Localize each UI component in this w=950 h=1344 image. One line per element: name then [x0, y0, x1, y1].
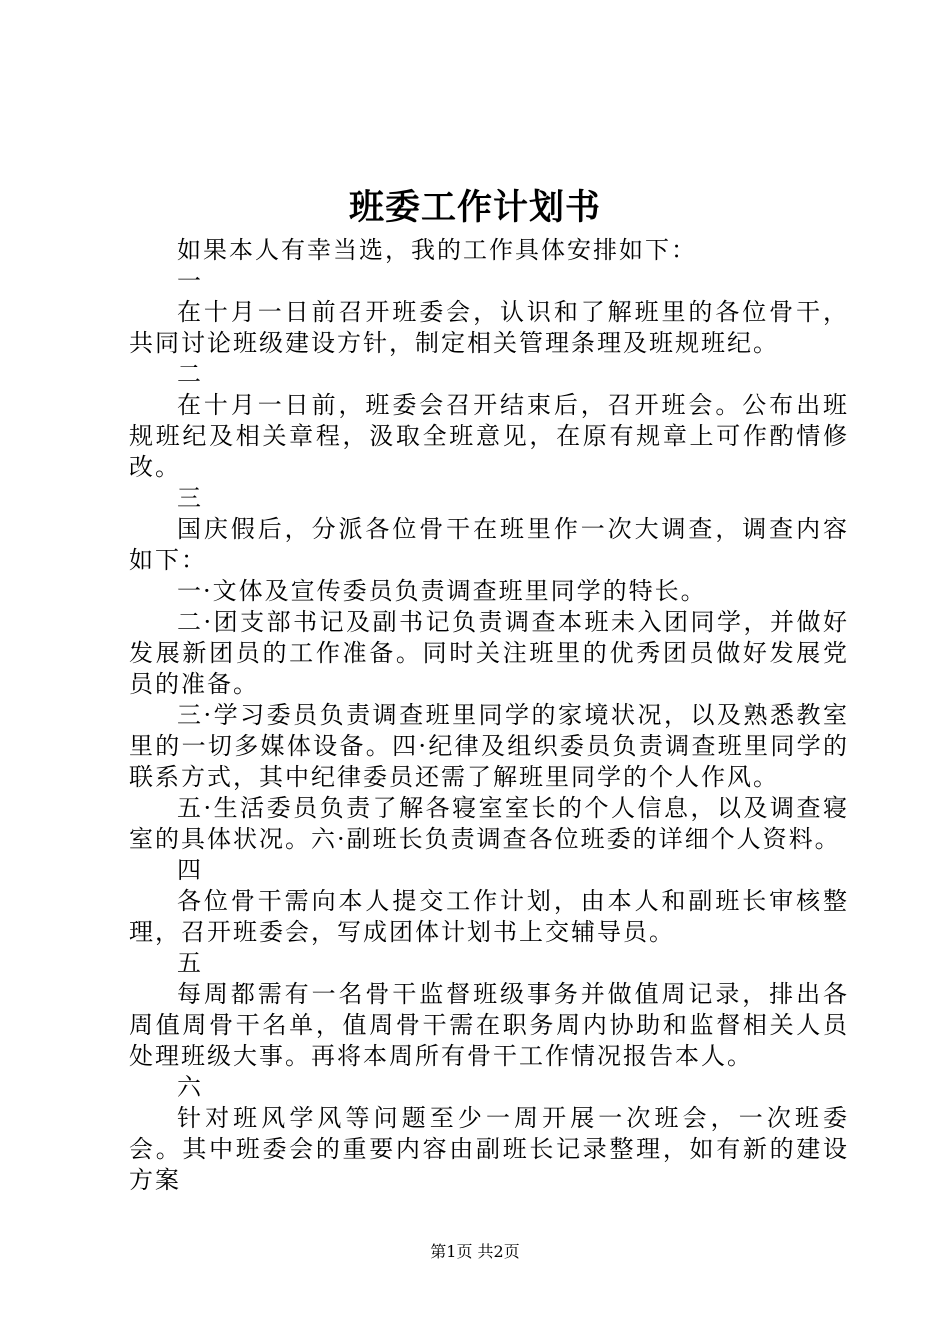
paragraph: 在十月一日前，班委会召开结束后，召开班会。公布出班规班纪及相关章程，汲取全班意见，在原有规章上可作酌情修改。	[129, 391, 849, 481]
paragraph: 每周都需有一名骨干监督班级事务并做值周记录，排出各周值周骨干名单，值周骨干需在职务周内协助和监督相关人员处理班级大事。再将本周所有骨干工作情况报告本人。	[129, 980, 849, 1070]
paragraph: 国庆假后，分派各位骨干在班里作一次大调查，调查内容如下：	[129, 515, 849, 574]
section-heading-2: 二	[177, 360, 203, 388]
document-title: 班委工作计划书	[348, 187, 601, 228]
section-heading-3: 三	[177, 484, 203, 512]
paragraph: 针对班风学风等问题至少一周开展一次班会，一次班委会。其中班委会的重要内容由副班长记录整理，如有新的建设方案	[129, 1104, 849, 1194]
paragraph: 各位骨干需向本人提交工作计划，由本人和副班长审核整理，召开班委会，写成团体计划书上交辅导员。	[129, 887, 849, 946]
document-body	[129, 235, 849, 1196]
section-heading-1: 一	[177, 267, 203, 295]
intro-paragraph: 如果本人有幸当选，我的工作具体安排如下：	[177, 236, 697, 264]
list-item: 二·团支部书记及副书记负责调查本班未入团同学，并做好发展新团员的工作准备。同时关注班里的优秀团员做好发展党员的准备。	[129, 608, 849, 698]
page-footer: 第1页 共2页	[430, 1242, 520, 1261]
section-heading-5: 五	[177, 949, 203, 977]
paragraph: 在十月一日前召开班委会，认识和了解班里的各位骨干，共同讨论班级建设方针，制定相关管理条理及班规班纪。	[129, 298, 849, 357]
list-item: 五·生活委员负责了解各寝室室长的个人信息，以及调查寝室的具体状况。六·副班长负责调查各位班委的详细个人资料。	[129, 794, 849, 853]
list-item: 一·文体及宣传委员负责调查班里同学的特长。	[177, 577, 707, 605]
section-heading-4: 四	[177, 856, 203, 884]
list-item: 三·学习委员负责调查班里同学的家境状况，以及熟悉教室里的一切多媒体设备。四·纪律及组织委员负责调查班里同学的联系方式，其中纪律委员还需了解班里同学的个人作风。	[129, 701, 849, 791]
section-heading-6: 六	[177, 1073, 203, 1101]
